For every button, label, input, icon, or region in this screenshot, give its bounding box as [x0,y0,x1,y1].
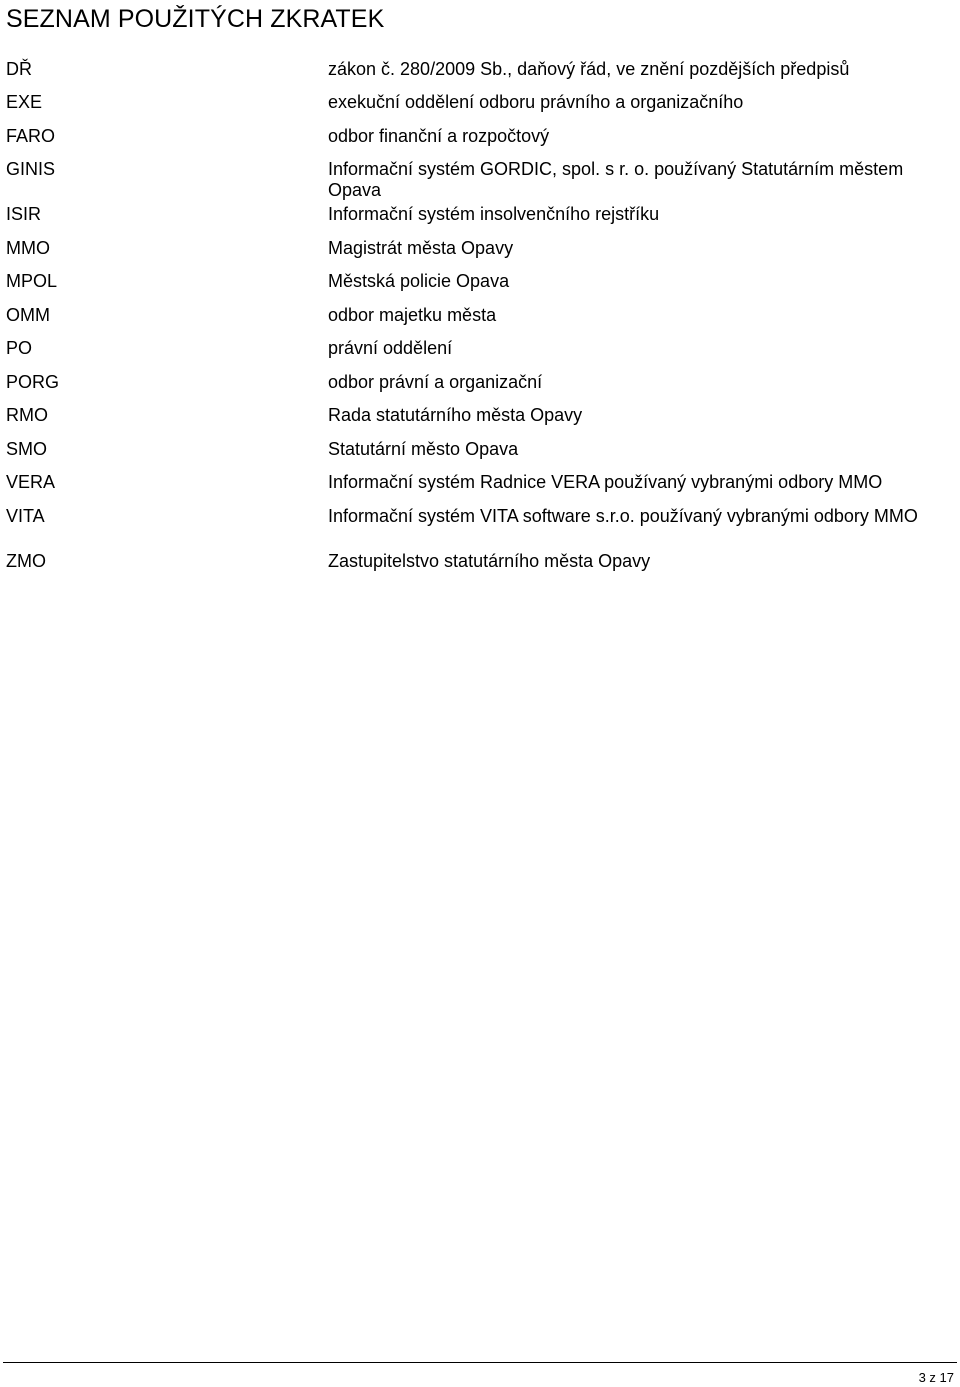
abbreviation-description: Zastupitelstvo statutárního města Opavy [328,551,651,571]
abbreviation-description: Rada statutárního města Opavy [328,405,583,425]
abbreviation-code: SMO [6,439,48,459]
abbreviation-description: Statutární město Opava [328,439,519,459]
abbreviation-code: PORG [6,372,60,392]
abbreviation-description: zákon č. 280/2009 Sb., daňový řád, ve znění pozdějších předpisů [328,59,850,79]
abbreviation-description: odbor právní a organizační [328,372,543,392]
abbreviation-code: OMM [6,305,50,325]
footer-divider [3,1362,957,1363]
abbreviation-code: DŘ [6,59,32,79]
abbreviation-code: VITA [6,506,45,526]
abbreviation-code: EXE [6,92,43,112]
abbreviation-description: Magistrát města Opavy [328,238,514,258]
abbreviation-description: exekuční oddělení odboru právního a organizačního [328,92,744,112]
abbreviation-code: GINIS [6,159,56,179]
abbreviation-description: Informační systém VITA software s.r.o. používaný vybranými odbory MMO [328,506,918,526]
abbreviation-code: MMO [6,238,50,258]
abbreviation-description: odbor majetku města [328,305,497,325]
abbreviation-description: odbor finanční a rozpočtový [328,126,550,146]
abbreviation-description: Městská policie Opava [328,271,510,291]
abbreviation-code: ZMO [6,551,46,571]
page-title: SEZNAM POUŽITÝCH ZKRATEK [6,5,385,33]
abbreviation-code: MPOL [6,271,58,291]
abbreviation-code: VERA [6,472,56,492]
abbreviation-description: Informační systém GORDIC, spol. s r. o. používaný Statutárním městem Opava [328,159,904,200]
abbreviation-description: Informační systém Radnice VERA používaný vybranými odbory MMO [328,472,883,492]
abbreviation-description: Informační systém insolvenčního rejstříku [328,204,660,224]
abbreviation-description: právní oddělení [328,338,453,358]
abbreviation-code: RMO [6,405,48,425]
page-number: 3 z 17 [918,1370,954,1385]
abbreviation-code: ISIR [6,204,42,224]
abbreviation-code: FARO [6,126,56,146]
abbreviation-code: PO [6,338,33,358]
